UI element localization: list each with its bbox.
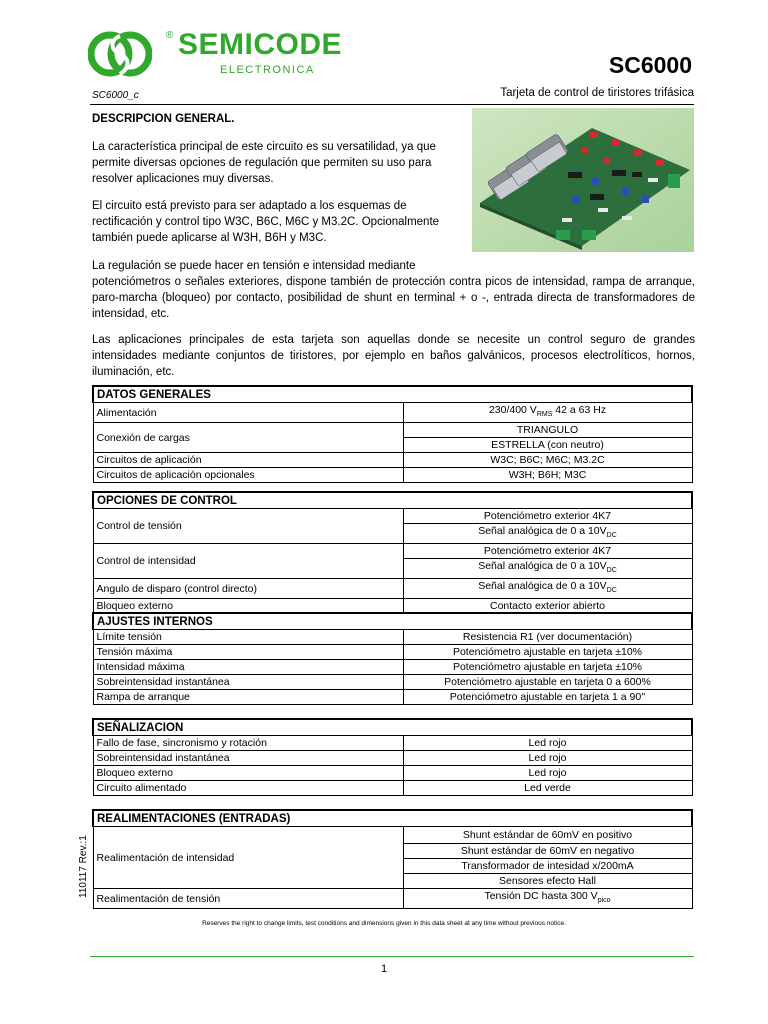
table-row: Shunt estándar de 60mV en negativo: [93, 844, 692, 859]
table-opciones-control: [92, 491, 693, 614]
header-divider: [90, 104, 694, 105]
intro-paragraph-4: Las aplicaciones principales de esta tarjeta son aquellas donde se necesite un control seguro de grandes intensidades mediante conjuntos de tiristores, por ejemplo en baños galvánicos, procesos electrolíticos, hornos, iluminación, etc.: [92, 334, 695, 378]
table-row: Control de intensidad Potenciómetro exterior 4K7: [93, 544, 692, 559]
intro-paragraph-2: El circuito está previsto para ser adaptado a los esquemas de rectificación y control tipo W3C, B6C, M6C y M3.2C. Opcionalmente también puede aplicarse al W3H, B6H y M3C.: [92, 200, 440, 244]
table-row: ESTRELLA (con neutro): [93, 438, 692, 453]
table-row: Realimentación de intensidad Shunt estándar de 60mV en positivo: [93, 827, 692, 844]
disclaimer-text: Reserves the right to change limits, test conditions and dimensions given in this data sheet at any time without previous notice.: [202, 920, 566, 927]
intro-paragraph-3: potenciómetros o señales exteriores, dispone también de protección contra picos de intensidad, rampa de arranque, paro-marcha (bloqueo) por contacto, posibilidad de shunt en terminal + o -, entrada directa de transformadores de intensidad, etc.: [92, 276, 695, 320]
intro-paragraph-1: La característica principal de este circuito es su versatilidad, ya que permite diversas opciones de regulación que permiten su uso para resolver aplicaciones muy diversas.: [92, 141, 436, 185]
product-photo: [472, 108, 694, 252]
table-row: Conexión de cargas TRIANGULO: [93, 423, 692, 438]
table-row: Sobreintensidad instantánea Potenciómetro ajustable en tarjeta 0 a 600%: [93, 675, 692, 690]
table-row: Límite tensión Resistencia R1 (ver documentación): [93, 630, 692, 645]
table-row: Angulo de disparo (control directo) Señal analógica de 0 a $10V_{DC}$: [93, 579, 692, 599]
table-row: Control de tensión Potenciómetro exterior 4K7: [93, 509, 692, 524]
table-row: Bloqueo externo Led rojo: [93, 766, 692, 781]
brand-subtitle: ELECTRONICA: [220, 64, 315, 76]
table-row: Tensión máxima Potenciómetro ajustable en tarjeta ±10%: [93, 645, 692, 660]
document-subtitle: Tarjeta de control de tiristores trifásica: [500, 87, 694, 99]
registered-mark: ®: [166, 30, 174, 41]
table-row: Fallo de fase, sincronismo y rotación Led rojo: [93, 736, 692, 751]
table-row: Circuitos de aplicación opcionales W3H; B6H; M3C: [93, 468, 692, 483]
table-ajustes-internos: [92, 612, 693, 705]
revision-label: 110117 Rev.:1: [78, 835, 89, 898]
page-number: 1: [380, 963, 388, 975]
table-realimentaciones: [92, 809, 693, 909]
table-row: Sobreintensidad instantánea Led rojo: [93, 751, 692, 766]
table-row: Sensores efecto Hall: [93, 874, 692, 889]
footer-divider: [90, 956, 694, 957]
table-row: Intensidad máxima Potenciómetro ajustable en tarjeta ±10%: [93, 660, 692, 675]
table-title: AJUSTES INTERNOS: [93, 613, 692, 630]
semicode-logo-icon: [88, 30, 152, 80]
document-reference: SC6000_c: [92, 90, 139, 101]
table-row: Rampa de arranque Potenciómetro ajustable en tarjeta 1 a 90'': [93, 690, 692, 705]
table-row: Realimentación de tensión Tensión DC hasta 300 $V_{pico}$: [93, 889, 692, 909]
section-title: DESCRIPCION GENERAL.: [92, 113, 235, 125]
table-title: REALIMENTACIONES (ENTRADAS): [93, 810, 692, 827]
table-row: Circuitos de aplicación W3C; B6C; M6C; M3.2C: [93, 453, 692, 468]
table-row: Señal analógica de 0 a $10V_{DC}$: [93, 524, 692, 544]
intro-paragraph-3-first-line: La regulación se puede hacer en tensión e intensidad mediante: [92, 260, 416, 272]
table-title: SEÑALIZACION: [93, 719, 692, 736]
table-datos-generales: [92, 385, 693, 483]
document-code: SC6000: [608, 52, 692, 78]
table-row: Bloqueo externo Contacto exterior abierto: [93, 599, 692, 614]
table-row: Alimentación 230/400 $V_{RMS}$ 42 a 63 Hz: [93, 403, 692, 423]
table-row: Señal analógica de 0 a $10V_{DC}$: [93, 559, 692, 579]
table-senalizacion: [92, 718, 693, 796]
table-row: Transformador de intesidad x/200mA: [93, 859, 692, 874]
table-row: Circuito alimentado Led verde: [93, 781, 692, 796]
table-title: DATOS GENERALES: [93, 386, 692, 403]
table-title: OPCIONES DE CONTROL: [93, 492, 692, 509]
brand-name: SEMICODE: [178, 28, 343, 61]
